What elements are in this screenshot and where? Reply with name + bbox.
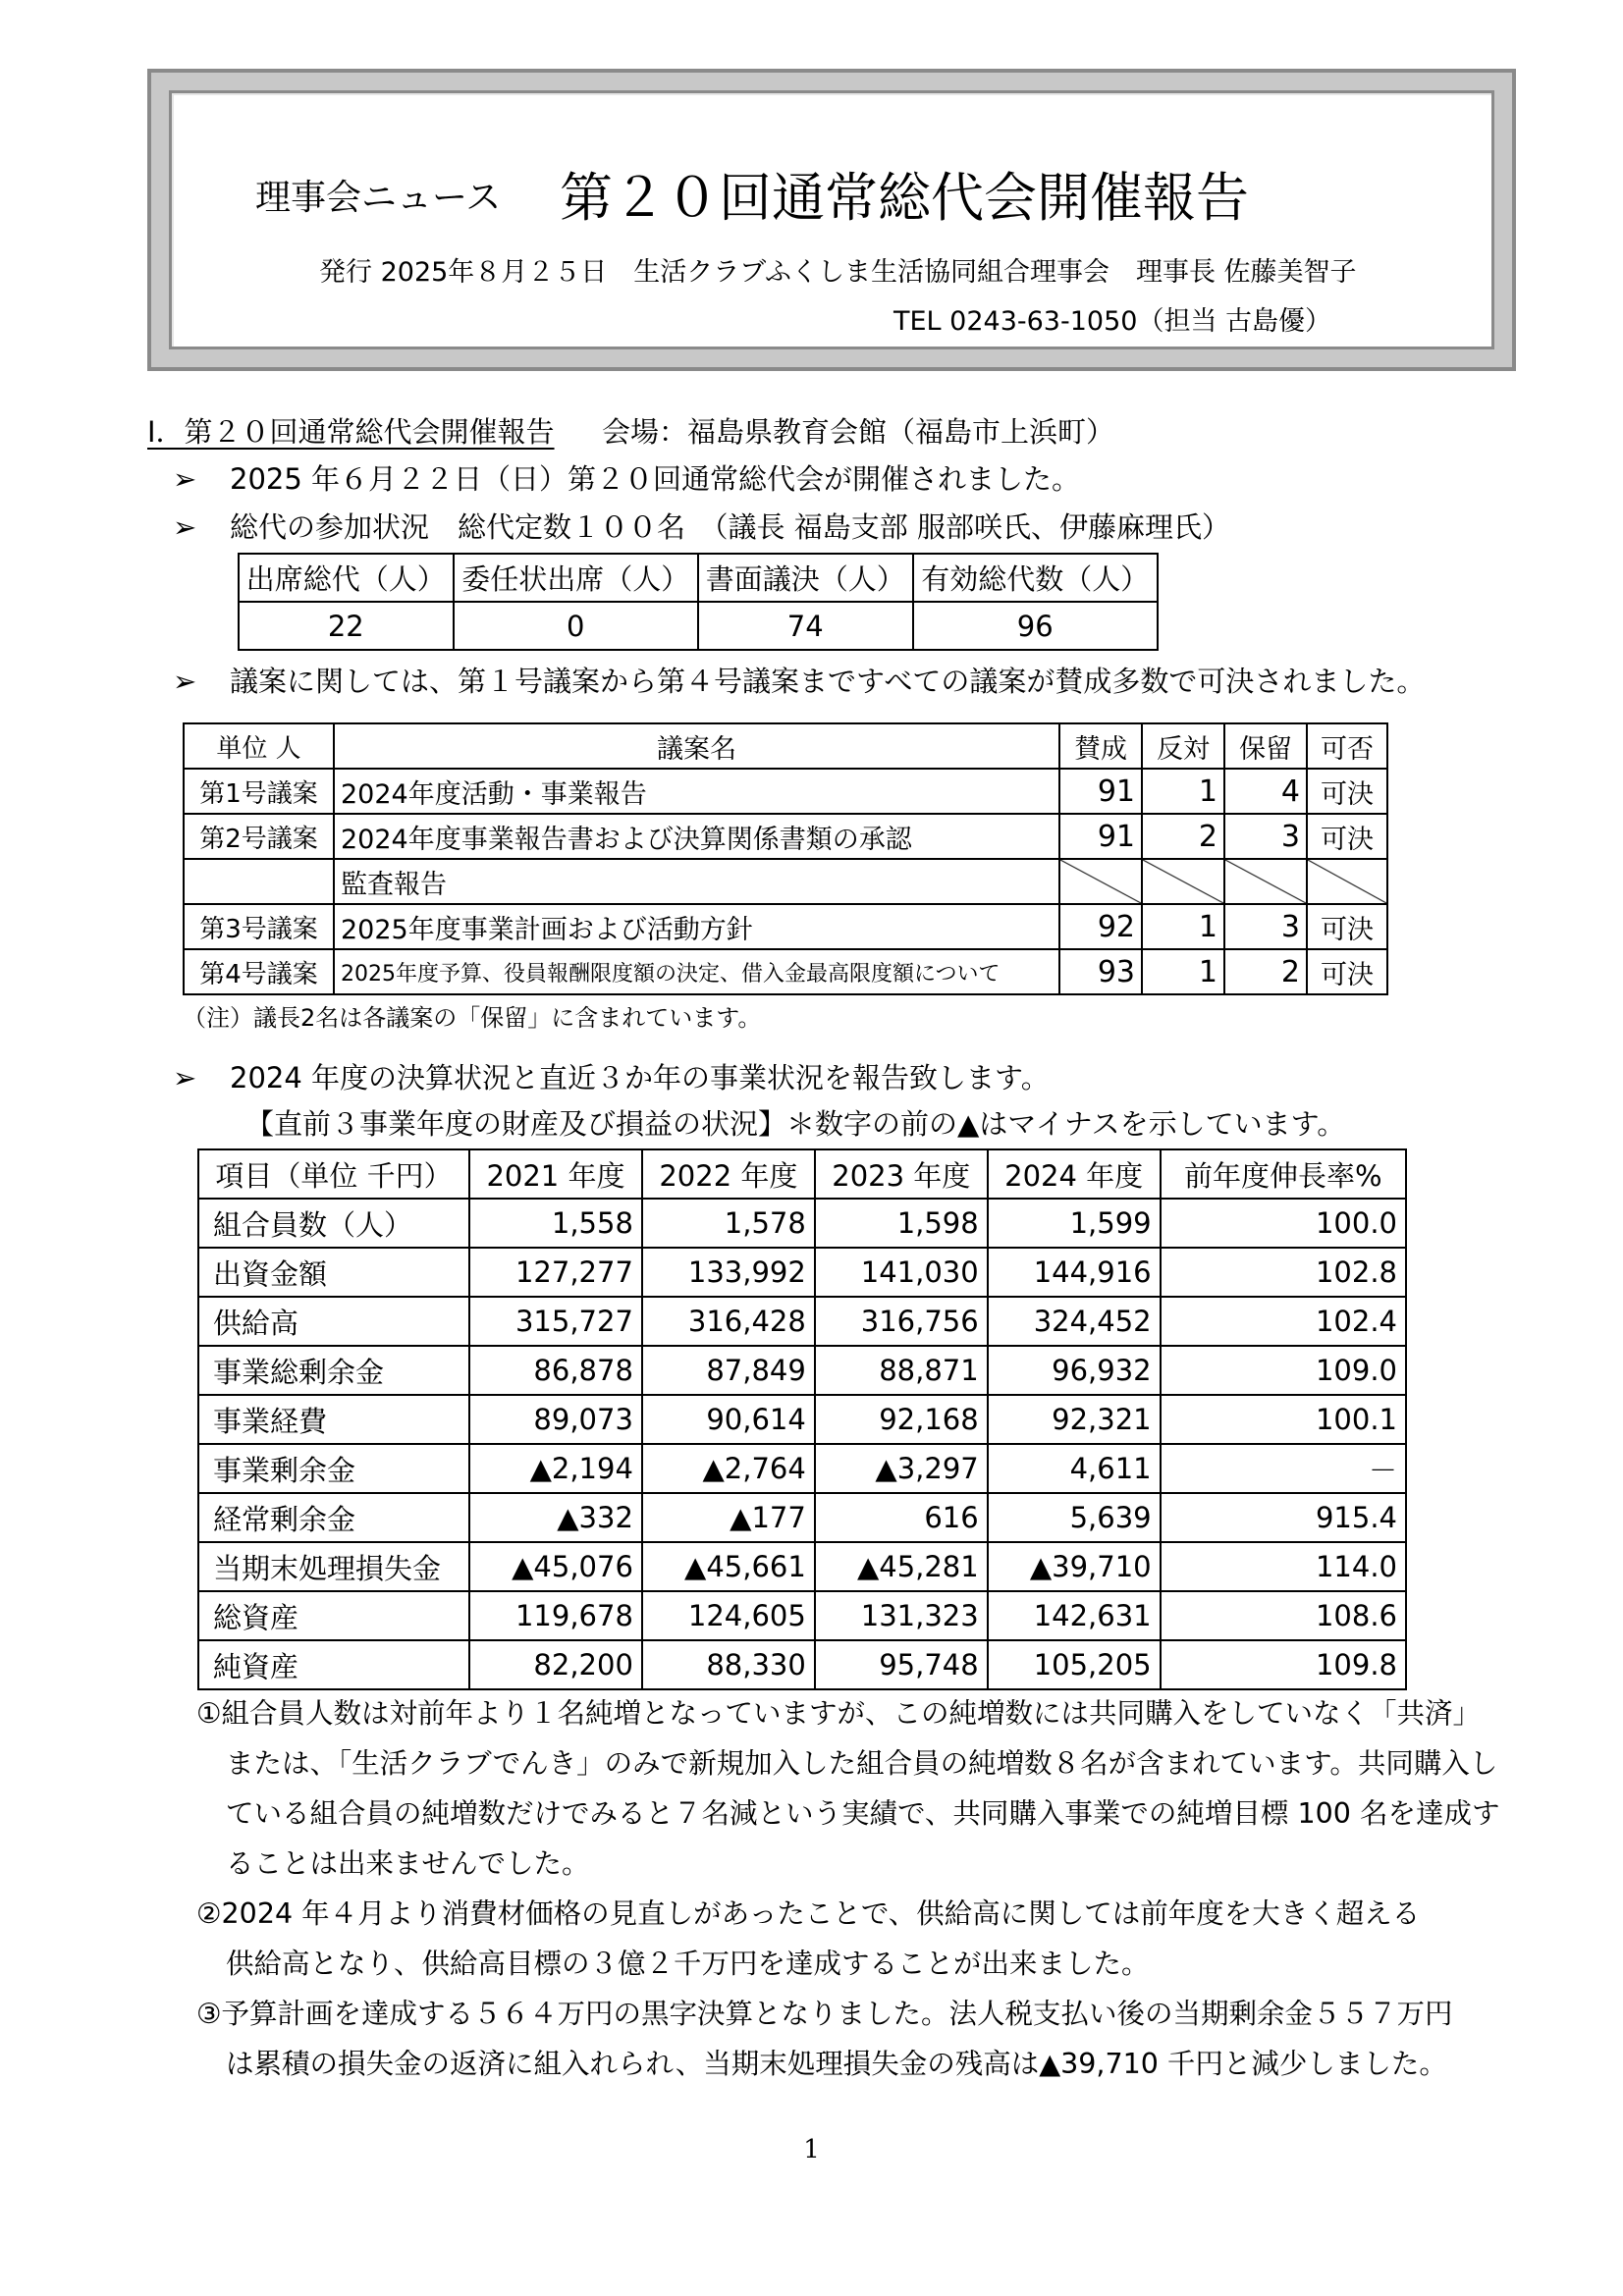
table-row	[184, 904, 1387, 949]
table-header-cell: 委任状出席（人）	[454, 554, 698, 602]
proposal-result: 可決	[1307, 814, 1387, 859]
table-note: （注）議長2名は各議案の「保留」に含まれています。	[183, 1004, 762, 1032]
financial-item: 供給高	[198, 1297, 469, 1346]
proposal-label: 第3号議案	[184, 904, 334, 949]
financial-item: 総資産	[198, 1591, 469, 1640]
note-continuation: は累積の損失金の返済に組入れられ、当期末処理損失金の残高は▲39,710 千円と減少しました。	[226, 2048, 1447, 2080]
financial-value: 108.6	[1161, 1591, 1406, 1640]
section-title: Ⅰ．第２０回通常総代会開催報告	[147, 415, 555, 449]
table-cell: 74	[698, 602, 913, 650]
table-header-cell: 項目（単位 千円）	[198, 1149, 469, 1199]
financial-table-body	[198, 1199, 1406, 1689]
financial-value: 102.8	[1161, 1248, 1406, 1297]
table-row	[184, 859, 1387, 904]
financial-value: 315,727	[469, 1297, 642, 1346]
table-header-cell: 賛成	[1059, 723, 1142, 769]
table-row	[198, 1640, 1406, 1689]
bullet-marker: ➢	[173, 1061, 197, 1095]
financial-value: 1,598	[815, 1199, 988, 1248]
financial-value: 131,323	[815, 1591, 988, 1640]
table-header-cell: 可否	[1307, 723, 1387, 769]
proposal-result: 可決	[1307, 904, 1387, 949]
page-title: 第２０回通常総代会開催報告	[560, 167, 1249, 229]
table-header-cell: 2023 年度	[815, 1149, 988, 1199]
financial-value: 616	[815, 1493, 988, 1542]
financial-value: ▲45,661	[642, 1542, 815, 1591]
financial-value: 102.4	[1161, 1297, 1406, 1346]
financial-value: 90,614	[642, 1395, 815, 1444]
bullet-marker: ➢	[173, 462, 197, 496]
note-first-line: ②2024 年４月より消費材価格の見直しがあったことで、供給高に関しては前年度を大きく超える	[196, 1897, 1421, 1930]
note-continuation: または、「生活クラブでんき」のみで新規加入した組合員の純増数８名が含まれています。共同購入している組合員の純増数だけでみると７名減という実績で、共同購入事業での純増目標 100 名を達成することは出来ませんでした。	[226, 1747, 1500, 1880]
empty-diagonal-cell	[1224, 859, 1307, 904]
note-paragraph	[196, 1688, 1502, 1889]
votes-for: 91	[1059, 769, 1142, 814]
table-cell: 22	[239, 602, 454, 650]
table-header-cell: 単位 人	[184, 723, 334, 769]
proposal-label	[184, 859, 334, 904]
financial-value: 82,200	[469, 1640, 642, 1689]
publish-line: 発行 2025年８月２５日 生活クラブふくしま生活協同組合理事会 理事長 佐藤美智子	[319, 257, 1357, 288]
votes-hold: 3	[1224, 814, 1307, 859]
bullet-text: 議案に関しては、第１号議案から第４号議案まですべての議案が賛成多数で可決されました。	[230, 665, 1426, 698]
financial-value: 96,932	[988, 1346, 1161, 1395]
table-cell: 0	[454, 602, 698, 650]
table-header-cell: 2021 年度	[469, 1149, 642, 1199]
financial-value: 316,756	[815, 1297, 988, 1346]
financial-item: 経常剰余金	[198, 1493, 469, 1542]
votes-for: 93	[1059, 949, 1142, 994]
financial-heading: 【直前３事業年度の財産及び損益の状況】＊数字の前の▲はマイナスを示しています。	[245, 1107, 1346, 1141]
table-header-cell: 2024 年度	[988, 1149, 1161, 1199]
bullet-item	[173, 457, 1080, 498]
financial-value: ▲2,194	[469, 1444, 642, 1493]
financial-value: 109.0	[1161, 1346, 1406, 1395]
financial-value: 100.1	[1161, 1395, 1406, 1444]
votes-for: 92	[1059, 904, 1142, 949]
table-header-cell: 2022 年度	[642, 1149, 815, 1199]
financial-value: 142,631	[988, 1591, 1161, 1640]
bullet-marker: ➢	[173, 665, 197, 698]
table-row	[198, 1297, 1406, 1346]
financial-value: 100.0	[1161, 1199, 1406, 1248]
page-number: 1	[803, 2135, 820, 2164]
table-header-cell: 有効総代数（人）	[913, 554, 1158, 602]
bullet-marker: ➢	[173, 510, 197, 544]
financial-value: 92,168	[815, 1395, 988, 1444]
table-header-row	[184, 723, 1387, 769]
proposal-name: 監査報告	[334, 859, 1059, 904]
table-row	[198, 1199, 1406, 1248]
bullet-text: 2025 年６月２２日（日）第２０回通常総代会が開催されました。	[230, 462, 1081, 496]
financial-value: 86,878	[469, 1346, 642, 1395]
financial-value: 1,599	[988, 1199, 1161, 1248]
proposal-result: 可決	[1307, 949, 1387, 994]
financial-value: 141,030	[815, 1248, 988, 1297]
table-header-cell: 反対	[1142, 723, 1224, 769]
note-continuation: 供給高となり、供給高目標の３億２千万円を達成することが出来ました。	[226, 1948, 1150, 1980]
table-row	[198, 1542, 1406, 1591]
financial-value: 144,916	[988, 1248, 1161, 1297]
table-row	[239, 602, 1158, 650]
table-row	[198, 1444, 1406, 1493]
financial-value: ▲2,764	[642, 1444, 815, 1493]
financial-value: ▲177	[642, 1493, 815, 1542]
table-row	[198, 1591, 1406, 1640]
financial-value: 1,558	[469, 1199, 642, 1248]
table-header-cell: 書面議決（人）	[698, 554, 913, 602]
table-header-row	[198, 1149, 1406, 1199]
votes-hold: 2	[1224, 949, 1307, 994]
table-row	[184, 814, 1387, 859]
table-row	[198, 1395, 1406, 1444]
tel-line: TEL 0243-63-1050（担当 古島優）	[893, 306, 1332, 337]
financial-value: ▲45,281	[815, 1542, 988, 1591]
financial-item: 事業剰余金	[198, 1444, 469, 1493]
venue-text: 会場：福島県教育会館（福島市上浜町）	[602, 415, 1115, 449]
financial-value: －	[1161, 1444, 1406, 1493]
votes-against: 1	[1142, 904, 1224, 949]
table-row	[198, 1248, 1406, 1297]
table-header-cell: 議案名	[334, 723, 1059, 769]
proposal-name: 2025年度事業計画および活動方針	[334, 904, 1059, 949]
newsletter-label: 理事会ニュース	[255, 178, 502, 218]
table-row	[198, 1346, 1406, 1395]
financial-value: ▲39,710	[988, 1542, 1161, 1591]
table-header-cell: 前年度伸長率%	[1161, 1149, 1406, 1199]
financial-value: ▲332	[469, 1493, 642, 1542]
bullet-item	[173, 506, 1230, 546]
financial-value: 133,992	[642, 1248, 815, 1297]
empty-diagonal-cell	[1142, 859, 1224, 904]
financial-value: 127,277	[469, 1248, 642, 1297]
votes-hold: 4	[1224, 769, 1307, 814]
financial-item: 当期末処理損失金	[198, 1542, 469, 1591]
votes-for: 91	[1059, 814, 1142, 859]
proposal-name: 2025年度予算、役員報酬限度額の決定、借入金最高限度額について	[334, 949, 1059, 994]
attendance-table	[238, 553, 1159, 651]
table-header-cell: 保留	[1224, 723, 1307, 769]
votes-hold: 3	[1224, 904, 1307, 949]
table-header-cell: 出席総代（人）	[239, 554, 454, 602]
votes-against: 1	[1142, 769, 1224, 814]
financial-item: 事業経費	[198, 1395, 469, 1444]
financial-value: 109.8	[1161, 1640, 1406, 1689]
note-paragraph	[196, 1989, 1502, 2089]
proposal-label: 第1号議案	[184, 769, 334, 814]
proposals-table	[183, 722, 1388, 995]
financial-value: 4,611	[988, 1444, 1161, 1493]
financial-value: 124,605	[642, 1591, 815, 1640]
table-row	[198, 1493, 1406, 1542]
bullet-item	[173, 660, 1425, 700]
bullet-text: 総代の参加状況 総代定数１００名 （議長 福島支部 服部咲氏、伊藤麻理氏）	[230, 510, 1230, 544]
table-row	[184, 769, 1387, 814]
financial-value: 89,073	[469, 1395, 642, 1444]
proposal-name: 2024年度事業報告書および決算関係書類の承認	[334, 814, 1059, 859]
financial-item: 組合員数（人）	[198, 1199, 469, 1248]
proposal-label: 第4号議案	[184, 949, 334, 994]
financial-item: 事業総剰余金	[198, 1346, 469, 1395]
table-row	[184, 949, 1387, 994]
financial-value: ▲3,297	[815, 1444, 988, 1493]
proposal-result: 可決	[1307, 769, 1387, 814]
bullet-item	[173, 1056, 1050, 1096]
note-first-line: ①組合員人数は対前年より１名純増となっていますが、この純増数には共同購入をしていなく「共済」	[196, 1697, 1482, 1730]
financial-value: 915.4	[1161, 1493, 1406, 1542]
financial-item: 純資産	[198, 1640, 469, 1689]
proposal-label: 第2号議案	[184, 814, 334, 859]
financial-item: 出資金額	[198, 1248, 469, 1297]
financial-value: 92,321	[988, 1395, 1161, 1444]
votes-against: 2	[1142, 814, 1224, 859]
empty-diagonal-cell	[1307, 859, 1387, 904]
proposal-name: 2024年度活動・事業報告	[334, 769, 1059, 814]
financial-value: 1,578	[642, 1199, 815, 1248]
empty-diagonal-cell	[1059, 859, 1142, 904]
note-paragraph	[196, 1889, 1502, 1989]
table-cell: 96	[913, 602, 1158, 650]
financial-value: 105,205	[988, 1640, 1161, 1689]
financial-value: 114.0	[1161, 1542, 1406, 1591]
votes-against: 1	[1142, 949, 1224, 994]
financial-value: 119,678	[469, 1591, 642, 1640]
section-heading	[147, 410, 1114, 451]
table-header-row	[239, 554, 1158, 602]
financial-value: 95,748	[815, 1640, 988, 1689]
financial-table	[197, 1148, 1407, 1690]
financial-value: 324,452	[988, 1297, 1161, 1346]
bullet-text: 2024 年度の決算状況と直近３か年の事業状況を報告致します。	[230, 1061, 1050, 1095]
financial-value: 87,849	[642, 1346, 815, 1395]
header-frame	[147, 69, 1516, 371]
note-first-line: ③予算計画を達成する５６４万円の黒字決算となりました。法人税支払い後の当期剰余金５５７万円	[196, 1998, 1453, 2030]
financial-value: 88,330	[642, 1640, 815, 1689]
financial-value: ▲45,076	[469, 1542, 642, 1591]
financial-value: 5,639	[988, 1493, 1161, 1542]
financial-value: 316,428	[642, 1297, 815, 1346]
header-frame-inner	[169, 90, 1494, 349]
financial-value: 88,871	[815, 1346, 988, 1395]
